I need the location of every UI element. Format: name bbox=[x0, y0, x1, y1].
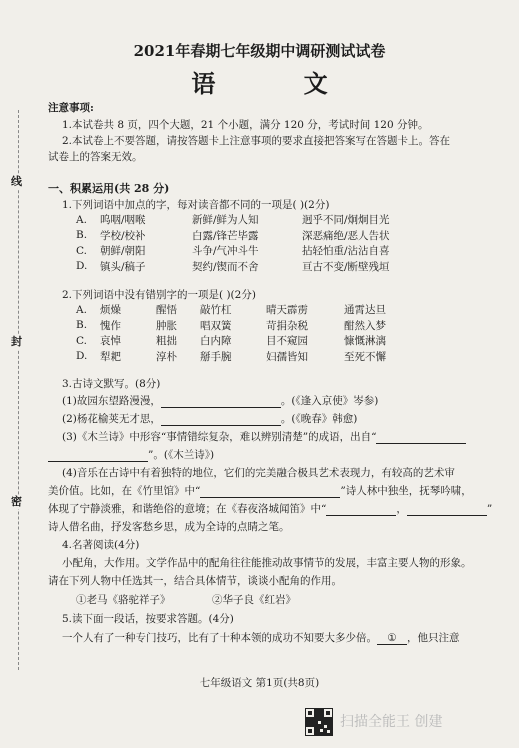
q1-stem: 1.下列词语中加点的字，每对读音都不同的一项是( )(2分) bbox=[62, 199, 330, 211]
q4-paragraph-1: 小配角，大作用。文学作品中的配角往往能推动故事情节的发展，丰富主要人物的形象。 bbox=[62, 557, 472, 569]
page-footer: 七年级语文 第1页(共8页) bbox=[199, 677, 320, 689]
q3-line-4-d: 诗人借名曲，抒发客愁乡思，成为全诗的点睛之笔。 bbox=[48, 521, 290, 533]
q3-line-4-c-text: 体现了宁静淡雅，和谐绝俗的意境；在《春夜洛城闻笛》中“ bbox=[48, 503, 327, 515]
option-cell: 迥乎不同/炯炯目光 bbox=[302, 214, 390, 227]
q3-line-4-b bbox=[48, 483, 472, 498]
qr-code-icon bbox=[305, 708, 333, 736]
q2-stem: 2.下列词语中没有错别字的一项是( )(2分) bbox=[62, 289, 256, 301]
option-cell: 斗争/气冲斗牛 bbox=[192, 245, 259, 258]
option-cell: 肿胀 bbox=[156, 319, 177, 332]
q5-paragraph-1 bbox=[62, 630, 460, 645]
option-cell: 镇头/稿子 bbox=[100, 260, 146, 273]
q5-paragraph-1-text: 一个人有了一种专门技巧，比有了十种本领的成功不知要大多少倍。 bbox=[62, 632, 377, 644]
q3-line-3-text: (3)《木兰诗》中形容“事情错综复杂，难以辨别清楚”的成语，出自“ bbox=[62, 431, 377, 443]
q3-line-1 bbox=[62, 393, 378, 408]
q4-stem: 4.名著阅读(4分) bbox=[62, 539, 140, 551]
answer-blank bbox=[376, 443, 466, 444]
option-cell: 晴天霹雳 bbox=[266, 304, 308, 317]
option-cell: 粗拙 bbox=[156, 335, 177, 348]
q3-line-4-b-text: 美价值。比如，在《竹里馆》中“ bbox=[48, 485, 201, 497]
q3-line-2 bbox=[62, 411, 357, 426]
seal-char-xian: 线 bbox=[11, 175, 22, 188]
option-cell: 敲竹杠 bbox=[200, 304, 232, 317]
q2-option-b bbox=[76, 318, 496, 334]
q5-stem: 5.读下面一段话，按要求答题。(4分) bbox=[62, 613, 234, 625]
option-cell: 唱双簧 bbox=[200, 319, 232, 332]
option-cell: 目不窥园 bbox=[266, 335, 308, 348]
option-cell: 白内障 bbox=[200, 335, 232, 348]
qr-module bbox=[320, 729, 323, 732]
option-cell: 新鲜/鲜为人知 bbox=[192, 214, 259, 227]
seal-char-mi: 密 bbox=[11, 495, 22, 508]
option-cell: 至死不懈 bbox=[344, 350, 386, 363]
q1-option-a bbox=[76, 212, 496, 228]
notice-heading: 注意事项: bbox=[48, 102, 94, 114]
q2-option-c bbox=[76, 333, 496, 349]
q2-option-d bbox=[76, 349, 496, 365]
exam-title: 2021年春期七年级期中调研测试试卷 bbox=[133, 42, 386, 60]
answer-blank bbox=[200, 497, 340, 498]
option-cell: 白露/锋芒毕露 bbox=[192, 229, 259, 242]
subject-title: 语 文 bbox=[191, 69, 368, 98]
q3-line-4: (4)音乐在古诗中有着独特的地位，它们的完美融合极具艺术表现力，有较高的艺术审 bbox=[62, 467, 455, 479]
option-cell: 朝鲜/朝阳 bbox=[100, 245, 146, 258]
option-cell: 呜咽/咽喉 bbox=[100, 214, 146, 227]
answer-blank bbox=[326, 515, 396, 516]
option-cell: 妇孺皆知 bbox=[266, 350, 308, 363]
option-cell: 淳朴 bbox=[156, 350, 177, 363]
q3-line-1-text: (1)故园东望路漫漫， bbox=[62, 395, 161, 407]
q5-mark-1: ① bbox=[377, 632, 407, 645]
option-cell: 慷慨淋漓 bbox=[344, 335, 386, 348]
option-cell: 烦燥 bbox=[100, 304, 121, 317]
option-label: D. bbox=[76, 350, 88, 363]
notice-item-2-cont: 试卷上的答案无效。 bbox=[48, 151, 143, 163]
q2-options bbox=[76, 302, 496, 364]
seal-char-feng: 封 bbox=[11, 335, 22, 348]
notice-item-1: 1.本试卷共 8 页，四个大题，21 个小题，满分 120 分，考试时间 120 分钟。 bbox=[62, 119, 429, 131]
answer-blank bbox=[407, 515, 487, 516]
qr-module bbox=[327, 730, 330, 733]
option-cell: 通霄达旦 bbox=[344, 304, 386, 317]
q4-choice-2: ②华子良《红岩》 bbox=[212, 594, 296, 606]
answer-blank bbox=[161, 407, 281, 408]
qr-finder bbox=[324, 709, 332, 717]
scanner-watermark: 扫描全能王 创建 bbox=[340, 714, 443, 730]
option-label: A. bbox=[76, 213, 87, 226]
q3-line-4-b-tail: ”诗人林中独坐，抚琴吟啸， bbox=[340, 485, 472, 497]
option-cell: 酣然入梦 bbox=[344, 319, 386, 332]
option-label: D. bbox=[76, 260, 88, 273]
q2-option-a bbox=[76, 302, 496, 318]
q4-paragraph-2: 请在下列人物中任选其一，结合具体情节，谈谈小配角的作用。 bbox=[48, 575, 342, 587]
q3-stem: 3.古诗文默写。(8分) bbox=[62, 378, 161, 390]
q3-line-2-source: 。(《晚春》韩愈) bbox=[280, 413, 358, 425]
q3-line-3-cont bbox=[48, 447, 214, 462]
q4-choice-1: ①老马《骆驼祥子》 bbox=[76, 594, 171, 606]
q3-line-3-source: ”。(《木兰诗》) bbox=[148, 449, 215, 461]
option-cell: 亘古不变/断壁残垣 bbox=[302, 260, 390, 273]
q1-options bbox=[76, 212, 496, 274]
option-cell: 契约/锲而不舍 bbox=[192, 260, 259, 273]
option-label: C. bbox=[76, 334, 87, 347]
q3-line-3 bbox=[62, 429, 466, 444]
qr-finder bbox=[306, 709, 314, 717]
option-cell: 哀悼 bbox=[100, 335, 121, 348]
option-cell: 拈轻怕重/沾沾自喜 bbox=[302, 245, 390, 258]
q3-line-1-source: 。(《逢入京使》岑参) bbox=[280, 395, 379, 407]
q3-line-4-c: 体现了宁静淡雅，和谐绝俗的意境；在《春夜洛城闻笛》中“ ， ” bbox=[48, 503, 493, 515]
option-cell: 学校/校补 bbox=[100, 229, 146, 242]
option-cell: 苛捐杂税 bbox=[266, 319, 308, 332]
option-cell: 愧作 bbox=[100, 319, 121, 332]
option-cell: 掰手腕 bbox=[200, 350, 232, 363]
option-cell: 犁耙 bbox=[100, 350, 121, 363]
option-cell: 醒悟 bbox=[156, 304, 177, 317]
q1-option-d bbox=[76, 259, 496, 275]
q3-line-2-text: (2)杨花榆荚无才思， bbox=[62, 413, 161, 425]
qr-finder bbox=[306, 727, 314, 735]
option-label: C. bbox=[76, 244, 87, 257]
seal-line bbox=[18, 110, 19, 670]
q5-paragraph-1-tail: ，他只注意 bbox=[407, 632, 460, 644]
option-label: A. bbox=[76, 303, 87, 316]
section-1-heading: 一、积累运用(共 28 分) bbox=[48, 182, 170, 195]
qr-module bbox=[318, 721, 321, 724]
qr-module bbox=[324, 725, 327, 728]
notice-item-2: 2.本试卷上不要答题，请按答题卡上注意事项的要求直接把答案写在答题卡上。答在 bbox=[62, 135, 451, 147]
option-label: B. bbox=[76, 319, 88, 332]
q1-option-c bbox=[76, 243, 496, 259]
answer-blank bbox=[48, 461, 148, 462]
answer-blank bbox=[161, 425, 281, 426]
option-cell: 深恶痛绝/恶人告状 bbox=[302, 229, 390, 242]
option-label: B. bbox=[76, 229, 88, 242]
q1-option-b bbox=[76, 228, 496, 244]
